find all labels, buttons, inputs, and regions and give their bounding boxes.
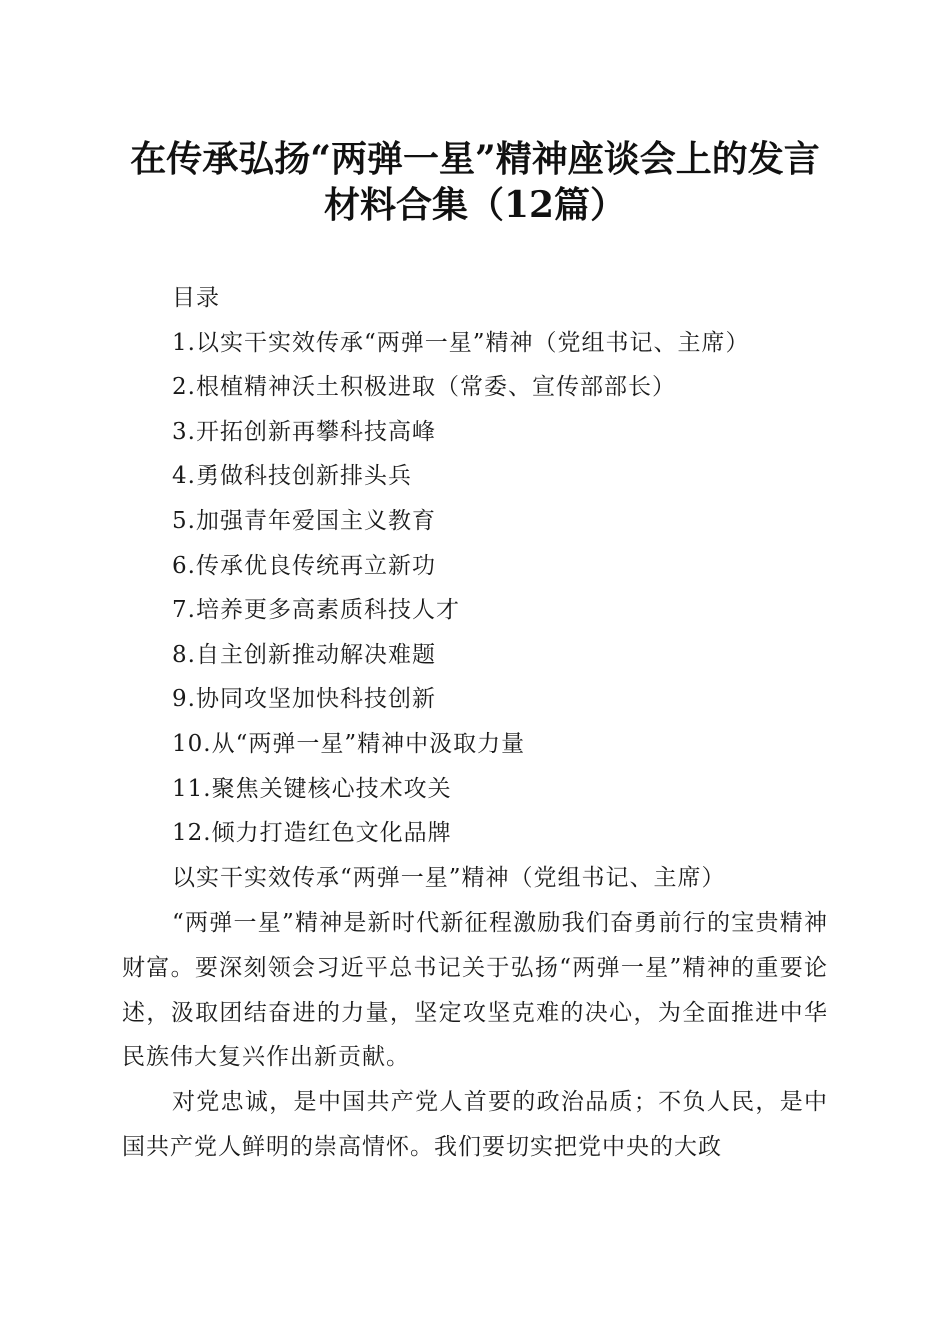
title-line-2: 材料合集（12篇） (323, 184, 627, 226)
toc-item: 10.从“两弹一星”精神中汲取力量 (172, 730, 526, 757)
toc-item: 5.加强青年爱国主义教育 (172, 507, 436, 534)
toc-item: 9.协同攻坚加快科技创新 (172, 686, 436, 713)
document-title (0, 136, 950, 228)
title-line-1: 在传承弘扬“两弹一星”精神座谈会上的发言 (130, 138, 820, 180)
table-of-contents (172, 276, 872, 900)
toc-heading: 目录 (172, 285, 220, 311)
toc-item: 1.以实干实效传承“两弹一星”精神（党组书记、主席） (172, 329, 750, 356)
toc-item: 4.勇做科技创新排头兵 (172, 463, 412, 490)
paragraph-1: “两弹一星”精神是新时代新征程激励我们奋勇前行的宝贵精神财富。要深刻领会习近平总书记关于弘扬“两弹一星”精神的重要论述，汲取团结奋进的力量，坚定攻坚克难的决心，为全面推进中华民族伟大复兴作出新贡献。 (122, 910, 828, 1071)
toc-item: 8.自主创新推动解决难题 (172, 641, 436, 668)
section-heading: 以实干实效传承“两弹一星”精神（党组书记、主席） (172, 864, 726, 891)
toc-item: 3.开拓创新再攀科技高峰 (172, 418, 436, 445)
toc-item: 11.聚焦关键核心技术攻关 (172, 775, 452, 802)
toc-item: 7.培养更多高素质科技人才 (172, 597, 460, 624)
toc-item: 2.根植精神沃土积极进取（常委、宣传部部长） (172, 374, 676, 401)
toc-item: 6.传承优良传统再立新功 (172, 552, 436, 579)
paragraph-2: 对党忠诚，是中国共产党人首要的政治品质；不负人民，是中国共产党人鲜明的崇高情怀。我们要切实把党中央的大政 (122, 1089, 828, 1160)
body-text (122, 901, 828, 1170)
toc-item: 12.倾力打造红色文化品牌 (172, 820, 452, 847)
